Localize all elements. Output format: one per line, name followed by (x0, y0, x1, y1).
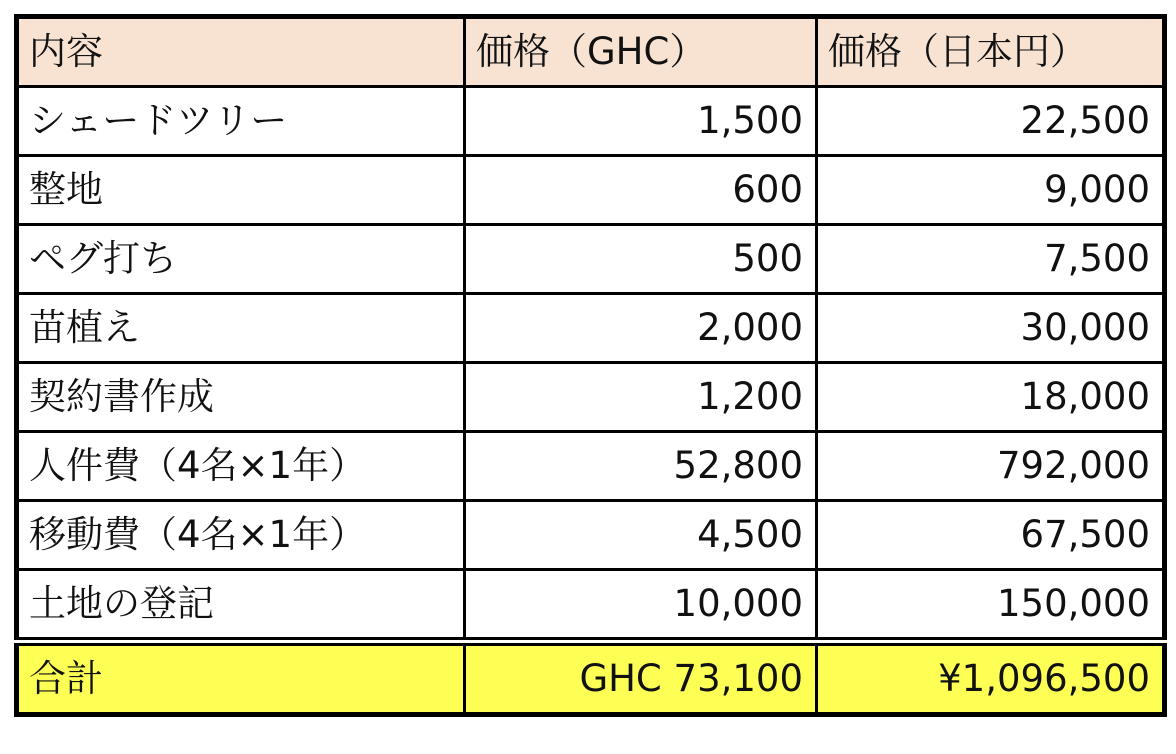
total-jpy-cell: ¥1,096,500 (817, 642, 1165, 715)
table-row (17, 156, 1165, 225)
total-label-cell: 合計 (17, 642, 465, 715)
jpy-cell: 30,000 (817, 294, 1165, 363)
cost-table (14, 14, 1167, 717)
header-item: 内容 (17, 17, 465, 87)
table-row (17, 363, 1165, 432)
ghc-cell: 500 (465, 225, 817, 294)
item-cell: 土地の登記 (17, 570, 465, 642)
header-price-jpy: 価格（日本円） (817, 17, 1165, 87)
jpy-cell: 9,000 (817, 156, 1165, 225)
item-cell: 整地 (17, 156, 465, 225)
total-row (17, 642, 1165, 715)
cost-table-container (14, 14, 1167, 717)
item-cell: 移動費（4名×1年） (17, 501, 465, 570)
ghc-cell: 10,000 (465, 570, 817, 642)
ghc-cell: 1,500 (465, 87, 817, 156)
header-row (17, 17, 1165, 87)
table-row (17, 570, 1165, 642)
jpy-cell: 22,500 (817, 87, 1165, 156)
ghc-cell: 600 (465, 156, 817, 225)
table-row (17, 294, 1165, 363)
ghc-cell: 4,500 (465, 501, 817, 570)
table-row (17, 225, 1165, 294)
item-cell: シェードツリー (17, 87, 465, 156)
ghc-cell: 2,000 (465, 294, 817, 363)
total-ghc-cell: GHC 73,100 (465, 642, 817, 715)
jpy-cell: 792,000 (817, 432, 1165, 501)
jpy-cell: 150,000 (817, 570, 1165, 642)
ghc-cell: 1,200 (465, 363, 817, 432)
table-row (17, 432, 1165, 501)
item-cell: 苗植え (17, 294, 465, 363)
table-row (17, 501, 1165, 570)
ghc-cell: 52,800 (465, 432, 817, 501)
item-cell: 人件費（4名×1年） (17, 432, 465, 501)
header-price-ghc: 価格（GHC） (465, 17, 817, 87)
jpy-cell: 7,500 (817, 225, 1165, 294)
item-cell: 契約書作成 (17, 363, 465, 432)
jpy-cell: 18,000 (817, 363, 1165, 432)
jpy-cell: 67,500 (817, 501, 1165, 570)
item-cell: ペグ打ち (17, 225, 465, 294)
table-row (17, 87, 1165, 156)
